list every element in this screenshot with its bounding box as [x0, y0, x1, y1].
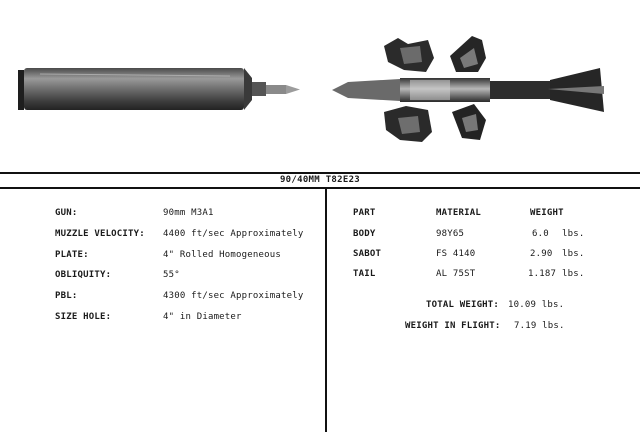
material-tail: AL 75ST — [436, 269, 476, 279]
part-tail: TAIL — [353, 269, 376, 279]
spec-value-muzzle-velocity: 4400 ft/sec Approximately — [163, 229, 304, 239]
part-sabot: SABOT — [353, 249, 382, 259]
spec-value-size-hole: 4" in Diameter — [163, 312, 242, 322]
spec-label-pbl: PBL: — [55, 291, 78, 301]
flight-weight-label: WEIGHT IN FLIGHT: — [405, 321, 501, 331]
column-divider — [325, 188, 327, 432]
unit-sabot: lbs. — [562, 249, 585, 259]
weight-body: 6.0 — [532, 229, 549, 239]
unit-tail: lbs. — [562, 269, 585, 279]
weight-tail: 1.187 — [528, 269, 557, 279]
spec-label-muzzle-velocity: MUZZLE VELOCITY: — [55, 229, 145, 239]
spec-value-gun: 90mm M3A1 — [163, 208, 214, 218]
spec-value-plate: 4" Rolled Homogeneous — [163, 250, 281, 260]
weight-sabot: 2.90 — [530, 249, 553, 259]
material-sabot: FS 4140 — [436, 249, 476, 259]
round-designation: 90/40MM T82E23 — [279, 175, 361, 185]
part-body: BODY — [353, 229, 376, 239]
spec-label-obliquity: OBLIQUITY: — [55, 270, 112, 280]
spec-label-plate: PLATE: — [55, 250, 89, 260]
total-weight-value: 10.09 lbs. — [508, 300, 565, 310]
unit-body: lbs. — [562, 229, 585, 239]
ammunition-photograph — [0, 0, 640, 160]
spec-label-gun: GUN: — [55, 208, 78, 218]
flight-weight-value: 7.19 lbs. — [514, 321, 565, 331]
total-weight-label: TOTAL WEIGHT: — [426, 300, 500, 310]
material-body: 98Y65 — [436, 229, 465, 239]
complete-cartridge — [18, 68, 300, 110]
spec-label-size-hole: SIZE HOLE: — [55, 312, 112, 322]
header-material: MATERIAL — [436, 208, 481, 218]
spec-value-pbl: 4300 ft/sec Approximately — [163, 291, 304, 301]
header-part: PART — [353, 208, 376, 218]
title-divider — [0, 187, 640, 189]
header-weight: WEIGHT — [530, 208, 564, 218]
disassembled-projectile — [332, 68, 604, 112]
top-divider — [0, 172, 640, 174]
spec-value-obliquity: 55° — [163, 270, 180, 280]
